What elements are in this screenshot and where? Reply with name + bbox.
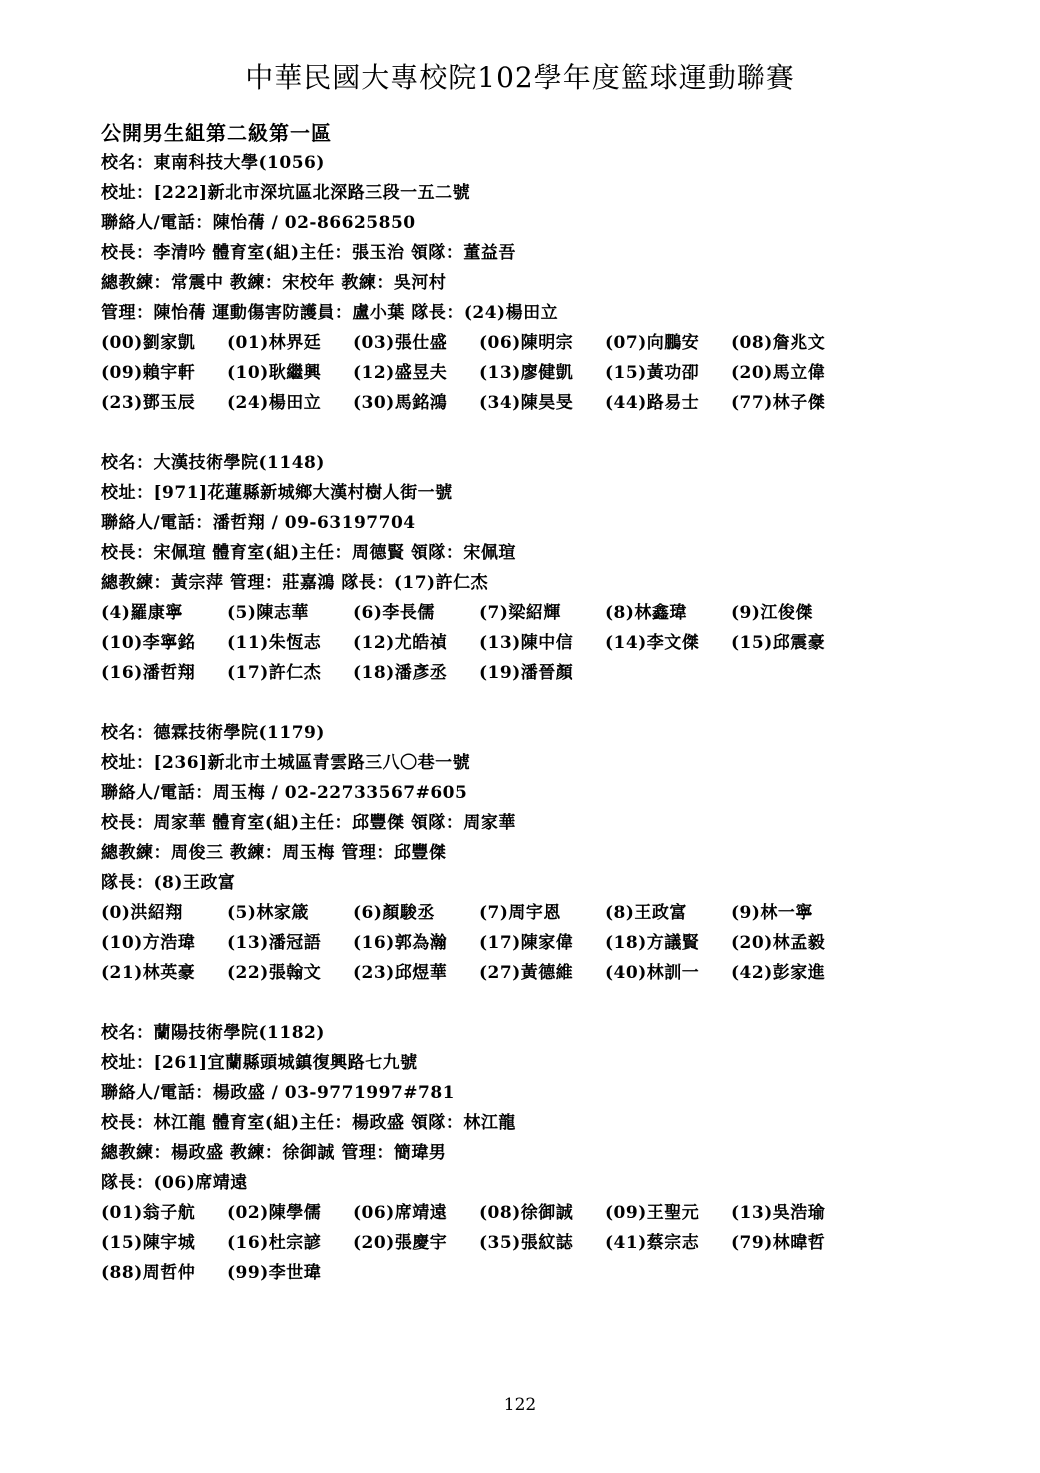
school-section	[101, 718, 981, 988]
school-section	[101, 1018, 981, 1288]
player-entry: (8)王政富	[605, 903, 687, 923]
school-info-line: 校址：[222]新北市深坑區北深路三段一五二號	[101, 183, 471, 203]
player-entry: (14)李文傑	[605, 633, 700, 653]
school-info-line: 校址：[971]花蓮縣新城鄉大漢村樹人街一號	[101, 483, 453, 503]
player-entry: (03)張仕盛	[353, 333, 448, 353]
player-entry: (11)朱恆志	[227, 633, 322, 653]
player-entry: (20)林孟毅	[731, 933, 826, 953]
player-entry: (7)梁紹輝	[479, 603, 561, 623]
player-entry: (21)林英豪	[101, 963, 196, 983]
player-entry: (79)林暐哲	[731, 1233, 826, 1253]
school-info-line: 總教練：黃宗萍 管理：莊嘉鴻 隊長：(17)許仁杰	[101, 573, 489, 593]
school-info-line: 校址：[236]新北市土城區青雲路三八〇巷一號	[101, 753, 471, 773]
player-entry: (08)詹兆文	[731, 333, 826, 353]
player-entry: (10)方浩瑋	[101, 933, 196, 953]
school-info-line: 校名：蘭陽技術學院(1182)	[101, 1023, 325, 1043]
player-entry: (09)王聖元	[605, 1203, 700, 1223]
player-entry: (8)林鑫瑋	[605, 603, 687, 623]
player-entry: (16)潘哲翔	[101, 663, 196, 683]
page-title: 中華民國大專校院102學年度籃球運動聯賽	[245, 61, 795, 94]
school-info-line: 校名：東南科技大學(1056)	[101, 153, 325, 173]
player-entry: (16)杜宗諺	[227, 1233, 322, 1253]
player-entry: (20)馬立偉	[731, 363, 826, 383]
player-entry: (6)李長儒	[353, 603, 435, 623]
roster-row	[101, 1228, 981, 1258]
school-info-line: 校名：德霖技術學院(1179)	[101, 723, 325, 743]
player-entry: (9)林一寧	[731, 903, 813, 923]
player-entry: (23)邱煜華	[353, 963, 448, 983]
school-info-line: 總教練：楊政盛 教練：徐御誠 管理：簡瑋男	[101, 1143, 447, 1163]
player-entry: (17)許仁杰	[227, 663, 322, 683]
division-title: 公開男生組第二級第一區	[101, 121, 332, 145]
player-entry: (0)洪紹翔	[101, 903, 183, 923]
school-info-line: 隊長：(8)王政富	[101, 873, 236, 893]
roster-row	[101, 388, 981, 418]
player-entry: (44)路易士	[605, 393, 700, 413]
player-entry: (06)陳明宗	[479, 333, 574, 353]
player-entry: (7)周宇恩	[479, 903, 561, 923]
player-entry: (40)林訓一	[605, 963, 700, 983]
player-entry: (24)楊田立	[227, 393, 322, 413]
player-entry: (01)翁子航	[101, 1203, 196, 1223]
player-entry: (13)潘冠語	[227, 933, 322, 953]
player-entry: (99)李世瑋	[227, 1263, 322, 1283]
player-entry: (09)賴宇軒	[101, 363, 196, 383]
player-entry: (06)席靖遠	[353, 1203, 448, 1223]
roster-row	[101, 328, 981, 358]
player-entry: (18)潘彥丞	[353, 663, 448, 683]
player-entry: (01)林界廷	[227, 333, 322, 353]
roster-row	[101, 958, 981, 988]
school-info-line: 隊長：(06)席靖遠	[101, 1173, 248, 1193]
player-entry: (22)張翰文	[227, 963, 322, 983]
school-section	[101, 448, 981, 688]
player-entry: (27)黃德維	[479, 963, 574, 983]
school-info-line: 總教練：周俊三 教練：周玉梅 管理：邱豐傑	[101, 843, 447, 863]
player-entry: (35)張紋誌	[479, 1233, 574, 1253]
school-info-line: 校長：周家華 體育室(組)主任：邱豐傑 領隊：周家華	[101, 813, 516, 833]
player-entry: (9)江俊傑	[731, 603, 813, 623]
page-number: 122	[503, 1395, 537, 1415]
player-entry: (16)郭為瀚	[353, 933, 448, 953]
player-entry: (77)林子傑	[731, 393, 826, 413]
roster-row	[101, 598, 981, 628]
player-entry: (23)鄧玉辰	[101, 393, 196, 413]
player-entry: (42)彭家進	[731, 963, 826, 983]
player-entry: (02)陳學儒	[227, 1203, 322, 1223]
school-info-line: 校名：大漢技術學院(1148)	[101, 453, 325, 473]
player-entry: (13)吳浩瑜	[731, 1203, 826, 1223]
player-entry: (13)陳中信	[479, 633, 574, 653]
school-info-line: 聯絡人/電話：陳怡蒨 / 02-86625850	[101, 213, 416, 233]
player-entry: (4)羅康寧	[101, 603, 183, 623]
school-info-line: 校長：林江龍 體育室(組)主任：楊政盛 領隊：林江龍	[101, 1113, 516, 1133]
player-entry: (34)陳昊旻	[479, 393, 574, 413]
player-entry: (19)潘晉顏	[479, 663, 574, 683]
school-list	[101, 148, 981, 1318]
player-entry: (00)劉家凱	[101, 333, 196, 353]
school-info-line: 校長：宋佩瑄 體育室(組)主任：周德賢 領隊：宋佩瑄	[101, 543, 516, 563]
school-info-line: 管理：陳怡蒨 運動傷害防護員：盧小葉 隊長：(24)楊田立	[101, 303, 559, 323]
roster-row	[101, 1198, 981, 1228]
player-entry: (10)李寧銘	[101, 633, 196, 653]
player-entry: (5)林家箴	[227, 903, 309, 923]
roster-row	[101, 358, 981, 388]
school-info-line: 校址：[261]宜蘭縣頭城鎮復興路七九號	[101, 1053, 418, 1073]
school-info-line: 聯絡人/電話：潘哲翔 / 09-63197704	[101, 513, 416, 533]
roster-row	[101, 898, 981, 928]
player-entry: (6)顏駿丞	[353, 903, 435, 923]
school-info-line: 校長：李清吟 體育室(組)主任：張玉治 領隊：董益吾	[101, 243, 516, 263]
player-entry: (15)邱震豪	[731, 633, 826, 653]
roster-row	[101, 628, 981, 658]
player-entry: (41)蔡宗志	[605, 1233, 700, 1253]
player-entry: (88)周哲仲	[101, 1263, 196, 1283]
player-entry: (30)馬銘鴻	[353, 393, 448, 413]
player-entry: (15)陳宇城	[101, 1233, 196, 1253]
player-entry: (08)徐御誠	[479, 1203, 574, 1223]
school-section	[101, 148, 981, 418]
player-entry: (10)耿繼興	[227, 363, 322, 383]
school-info-line: 聯絡人/電話：楊政盛 / 03-9771997#781	[101, 1083, 455, 1103]
roster-row	[101, 658, 981, 688]
player-entry: (20)張慶宇	[353, 1233, 448, 1253]
player-entry: (5)陳志華	[227, 603, 309, 623]
player-entry: (15)黃功卲	[605, 363, 700, 383]
player-entry: (18)方議賢	[605, 933, 700, 953]
player-entry: (13)廖健凱	[479, 363, 574, 383]
player-entry: (12)尤皓禎	[353, 633, 448, 653]
player-entry: (17)陳家偉	[479, 933, 574, 953]
roster-row	[101, 1258, 981, 1288]
roster-row	[101, 928, 981, 958]
player-entry: (07)向鵬安	[605, 333, 700, 353]
player-entry: (12)盛昱夫	[353, 363, 448, 383]
school-info-line: 聯絡人/電話：周玉梅 / 02-22733567#605	[101, 783, 468, 803]
school-info-line: 總教練：常震中 教練：宋校年 教練：吳河村	[101, 273, 447, 293]
